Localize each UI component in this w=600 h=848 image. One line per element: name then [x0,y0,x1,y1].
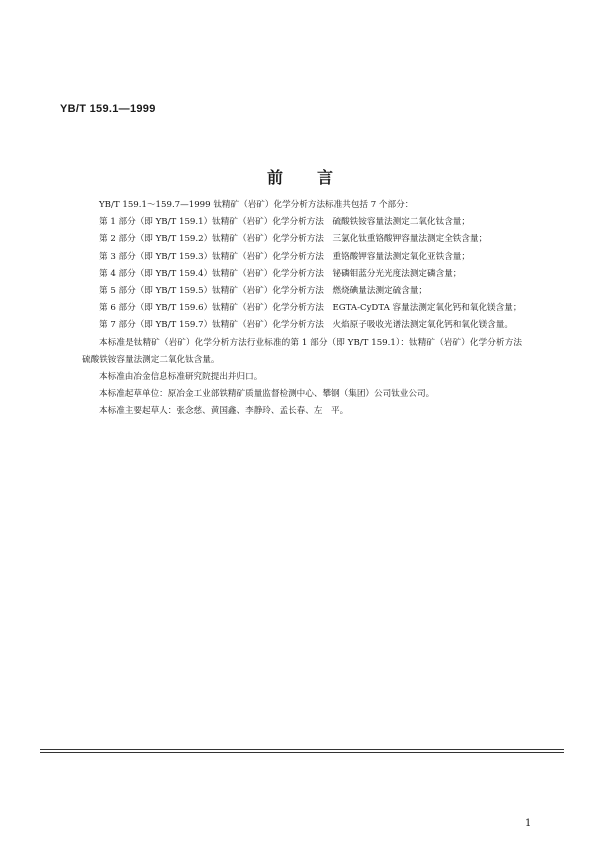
paragraph-part-6: 第 6 部分（即 YB/T 159.6）钛精矿（岩矿）化学分析方法 EGTA-CyDTA 容量法测定氧化钙和氧化镁含量； [99,303,522,314]
paragraph-part-2: 第 2 部分（即 YB/T 159.2）钛精矿（岩矿）化学分析方法 三氯化钛重铬酸钾容量法测定全铁含量； [99,234,488,245]
paragraph-part-3: 第 3 部分（即 YB/T 159.3）钛精矿（岩矿）化学分析方法 重铬酸钾容量法测定氧化亚铁含量； [99,251,470,262]
page-number: 1 [525,818,532,829]
paragraph-part-4: 第 4 部分（即 YB/T 159.4）钛精矿（岩矿）化学分析方法 铋磷钼蓝分光光度法测定磷含量； [99,268,462,279]
paragraph-this-standard: 本标准是钛精矿（岩矿）化学分析方法行业标准的第 1 部分（即 YB/T 159.1）：钛精矿（岩矿）化学分析方法 硫酸铁铵容量法测定二氧化钛含量。 [82,337,531,365]
document-code: YB/T 159.1—1999 [60,103,156,115]
paragraph-drafters: 本标准主要起草人：张念慈、黄国鑫、李静玲、孟长春、左 平。 [99,406,349,417]
paragraph-part-1: 第 1 部分（即 YB/T 159.1）钛精矿（岩矿）化学分析方法 硫酸铁铵容量法测定二氧化钛含量； [99,217,470,228]
paragraph-part-7: 第 7 部分（即 YB/T 159.7）钛精矿（岩矿）化学分析方法 火焰原子吸收光谱法测定氧化钙和氧化镁含量。 [99,320,513,331]
paragraph-intro: YB/T 159.1～159.7—1999 钛精矿（岩矿）化学分析方法标准共包括 7 个部分： [99,200,414,210]
footer-divider [40,749,564,750]
paragraph-proposer: 本标准由冶金信息标准研究院提出并归口。 [99,372,263,383]
page-title: 前言 [266,168,367,187]
paragraph-part-5: 第 5 部分（即 YB/T 159.5）钛精矿（岩矿）化学分析方法 燃烧碘量法测定硫含量； [99,286,428,297]
paragraph-drafting-unit: 本标准起草单位：原冶金工业部铁精矿质量监督检测中心、攀钢（集团）公司钛业公司。 [99,389,435,400]
body-text [82,197,531,421]
footer-divider-second [40,752,564,753]
